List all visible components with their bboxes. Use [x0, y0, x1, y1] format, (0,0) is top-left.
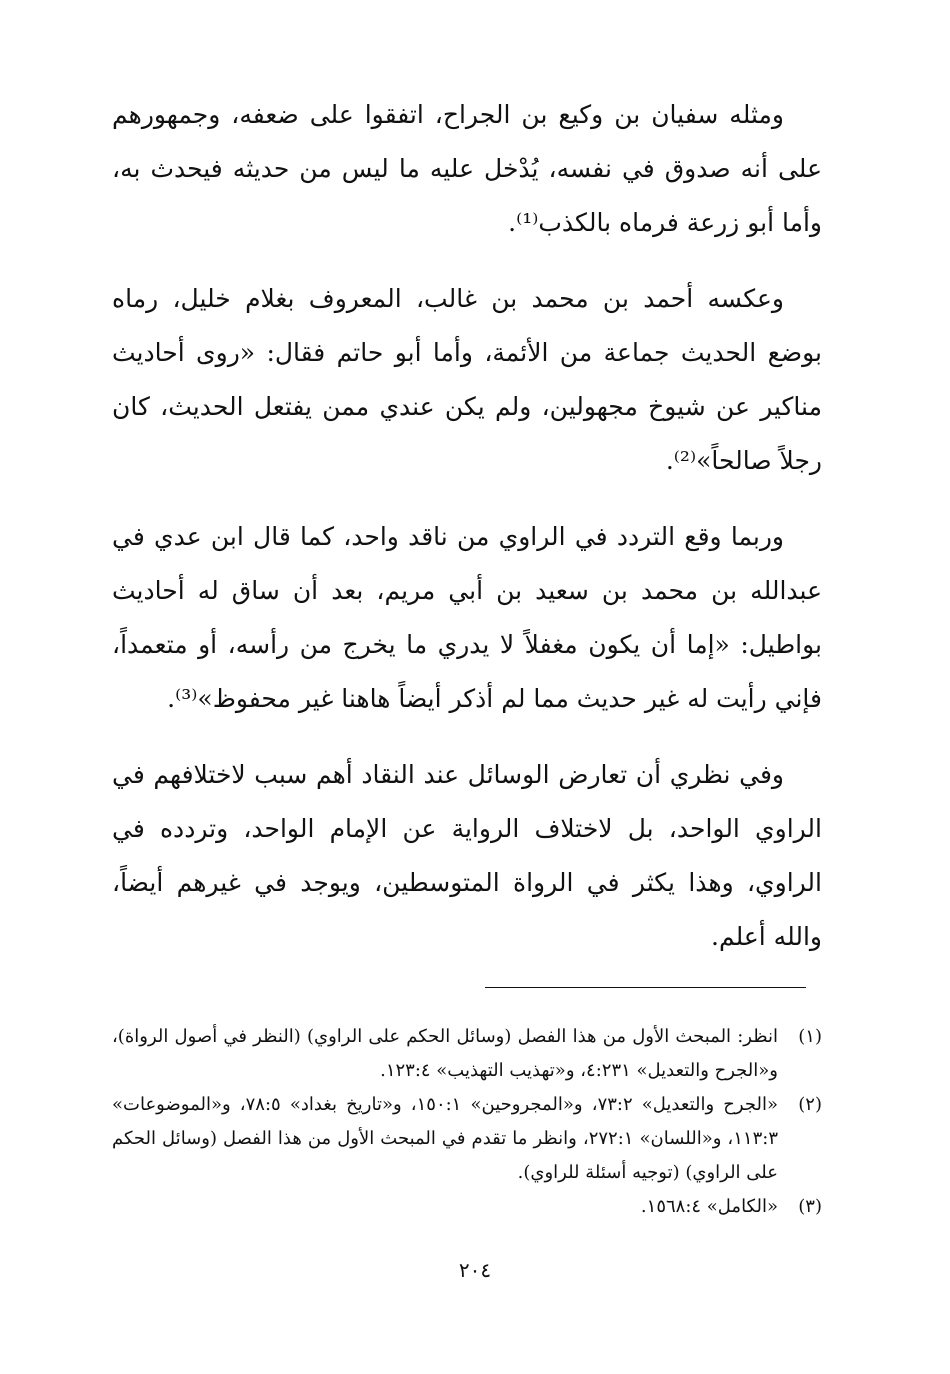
- footnote-2: [112, 1088, 822, 1190]
- footnote-text: انظر: المبحث الأول من هذا الفصل (وسائل الحكم على الراوي) (النظر في أصول الرواة)، و«الجرح والتعديل» ٤:٢٣١، و«تهذيب التهذيب» ١٢٣:٤.: [112, 1026, 778, 1081]
- footnote-number: (٣): [798, 1196, 822, 1217]
- paragraph-2: وعكسه أحمد بن محمد بن غالب، المعروف بغلام خليل، رماه بوضع الحديث جماعة من الأئمة، وأما أبو حاتم فقال: «روى أحاديث مناكير عن شيوخ مجهولين، ولم يكن عندي ممن يفتعل الحديث، كان رجلاً صالحاً»⁽²⁾.: [112, 284, 822, 475]
- footnotes: [112, 1020, 822, 1224]
- footnote-3: [112, 1190, 822, 1224]
- footnote-number: (٢): [798, 1094, 822, 1115]
- paragraph-3: وربما وقع التردد في الراوي من ناقد واحد، كما قال ابن عدي في عبدالله بن محمد بن سعيد بن أبي مريم، بعد أن ساق له أحاديث بواطيل: «إما أن يكون مغفلاً لا يدري ما يخرج من رأسه، أو متعمداً، فإني رأيت له غير حديث مما لم أذكر أيضاً هاهنا غير محفوظ»⁽³⁾.: [112, 522, 822, 713]
- footnote-text: «الجرح والتعديل» ٧٣:٢، و«المجروحين» ١٥٠:١، و«تاريخ بغداد» ٧٨:٥، و«الموضوعات» ١١٣:٣، و«اللسان» ٢٧٢:١، وانظر ما تقدم في المبحث الأول من هذا الفصل (وسائل الحكم على الراوي) (توجيه أسئلة للراوي).: [112, 1094, 778, 1183]
- paragraph-4: وفي نظري أن تعارض الوسائل عند النقاد أهم سبب لاختلافهم في الراوي الواحد، بل لاختلاف الرواية عن الإمام الواحد، وتردده في الراوي، وهذا يكثر في الرواة المتوسطين، ويوجد في غيرهم أيضاً، والله أعلم.: [112, 760, 822, 951]
- paragraph-1: ومثله سفيان بن وكيع بن الجراح، اتفقوا على ضعفه، وجمهورهم على أنه صدوق في نفسه، يُدْخل عليه ما ليس من حديثه فيحدث به، وأما أبو زرعة فرماه بالكذب⁽¹⁾.: [112, 100, 822, 237]
- main-text: [112, 88, 822, 986]
- footnote-separator: [485, 987, 806, 988]
- page-number: ٢٠٤: [458, 1258, 492, 1282]
- footnote-text: «الكامل» ١٥٦٨:٤.: [640, 1196, 778, 1217]
- footnote-number: (١): [798, 1026, 822, 1047]
- footnote-1: [112, 1020, 822, 1088]
